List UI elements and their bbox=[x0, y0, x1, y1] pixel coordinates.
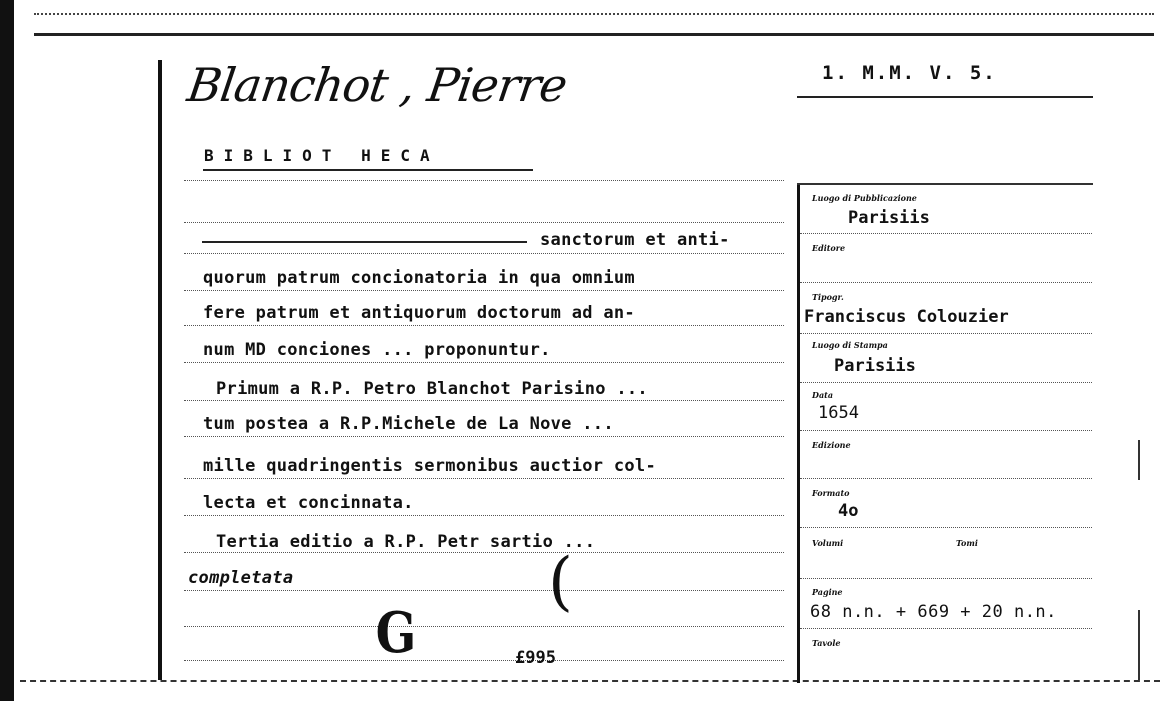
field-label-tomes: Tomi bbox=[956, 538, 978, 548]
field-label-edition: Edizione bbox=[812, 440, 851, 450]
ruled-line bbox=[184, 253, 784, 254]
field-value-print-place: Parisiis bbox=[834, 356, 916, 376]
library-heading-rule bbox=[203, 169, 533, 171]
ruled-line bbox=[184, 552, 784, 553]
field-label-format: Formato bbox=[812, 488, 850, 498]
ruled-line bbox=[184, 290, 784, 291]
card-text-line: num MD conciones ... proponuntur. bbox=[203, 340, 551, 360]
field-line bbox=[800, 430, 1092, 431]
field-label-publisher: Editore bbox=[812, 243, 846, 253]
card-text-line: sanctorum et anti- bbox=[540, 230, 730, 250]
field-line bbox=[800, 628, 1092, 629]
ruled-line bbox=[184, 180, 784, 181]
stamp-number: £995 bbox=[515, 648, 556, 668]
ruled-line bbox=[184, 436, 784, 437]
field-value-date: 1654 bbox=[818, 403, 859, 423]
ruled-line bbox=[184, 362, 784, 363]
field-label-printer: Tipogr. bbox=[812, 292, 844, 302]
card-text-line: Primum a R.P. Petro Blanchot Parisino ... bbox=[216, 379, 648, 399]
field-value-format: 4o bbox=[838, 501, 859, 521]
ruled-line bbox=[184, 222, 784, 223]
field-value-pages: 68 n.n. + 669 + 20 n.n. bbox=[810, 602, 1057, 622]
scan-border bbox=[0, 0, 14, 701]
right-edge-mark bbox=[1138, 440, 1140, 480]
ruled-line bbox=[184, 660, 784, 661]
ruled-line bbox=[184, 515, 784, 516]
right-edge-mark bbox=[1138, 610, 1140, 680]
field-label-place: Luogo di Pubblicazione bbox=[812, 193, 917, 203]
ruled-line bbox=[184, 478, 784, 479]
top-rule bbox=[34, 33, 1154, 36]
ruled-line bbox=[184, 590, 784, 591]
shelfmark-rule bbox=[797, 96, 1093, 98]
top-dotted-rule bbox=[34, 13, 1154, 16]
field-line bbox=[800, 578, 1092, 579]
card-text-line: completata bbox=[188, 568, 294, 588]
field-label-print-place: Luogo di Stampa bbox=[812, 340, 888, 350]
card-text-line: lecta et concinnata. bbox=[203, 493, 414, 513]
card-text-line: tum postea a R.P.Michele de La Nove ... bbox=[203, 414, 614, 434]
fields-top-rule bbox=[797, 183, 1093, 185]
field-line bbox=[800, 478, 1092, 479]
field-line bbox=[800, 282, 1092, 283]
ruled-line bbox=[184, 626, 784, 627]
field-label-volumes: Volumi bbox=[812, 538, 844, 548]
handwritten-mark: ( bbox=[548, 545, 573, 619]
ruled-line bbox=[184, 325, 784, 326]
field-value-printer: Franciscus Colouzier bbox=[804, 307, 1009, 327]
author-handwritten: Blanchot , Pierre bbox=[184, 58, 570, 112]
field-value-place: Parisiis bbox=[848, 208, 930, 228]
card-text-line: Tertia editio a R.P. Petr sartio ... bbox=[216, 532, 596, 552]
shelfmark: 1. M.M. V. 5. bbox=[822, 62, 997, 84]
field-line bbox=[800, 382, 1092, 383]
field-label-plates: Tavole bbox=[812, 638, 841, 648]
card-text-line: fere patrum et antiquorum doctorum ad an- bbox=[203, 303, 635, 323]
field-label-pages: Pagine bbox=[812, 587, 843, 597]
card-margin-line bbox=[158, 60, 162, 680]
library-heading: BIBLIOT HECA bbox=[204, 146, 440, 165]
card-text-line: quorum patrum concionatoria in qua omnium bbox=[203, 268, 635, 288]
field-line bbox=[800, 233, 1092, 234]
stamp-letter: G bbox=[375, 600, 417, 666]
card-text-line: mille quadringentis sermonibus auctior col- bbox=[203, 456, 656, 476]
field-line bbox=[800, 527, 1092, 528]
title-dash-lead bbox=[202, 241, 527, 243]
ruled-line bbox=[184, 400, 784, 401]
field-label-date: Data bbox=[812, 390, 833, 400]
field-line bbox=[800, 333, 1092, 334]
